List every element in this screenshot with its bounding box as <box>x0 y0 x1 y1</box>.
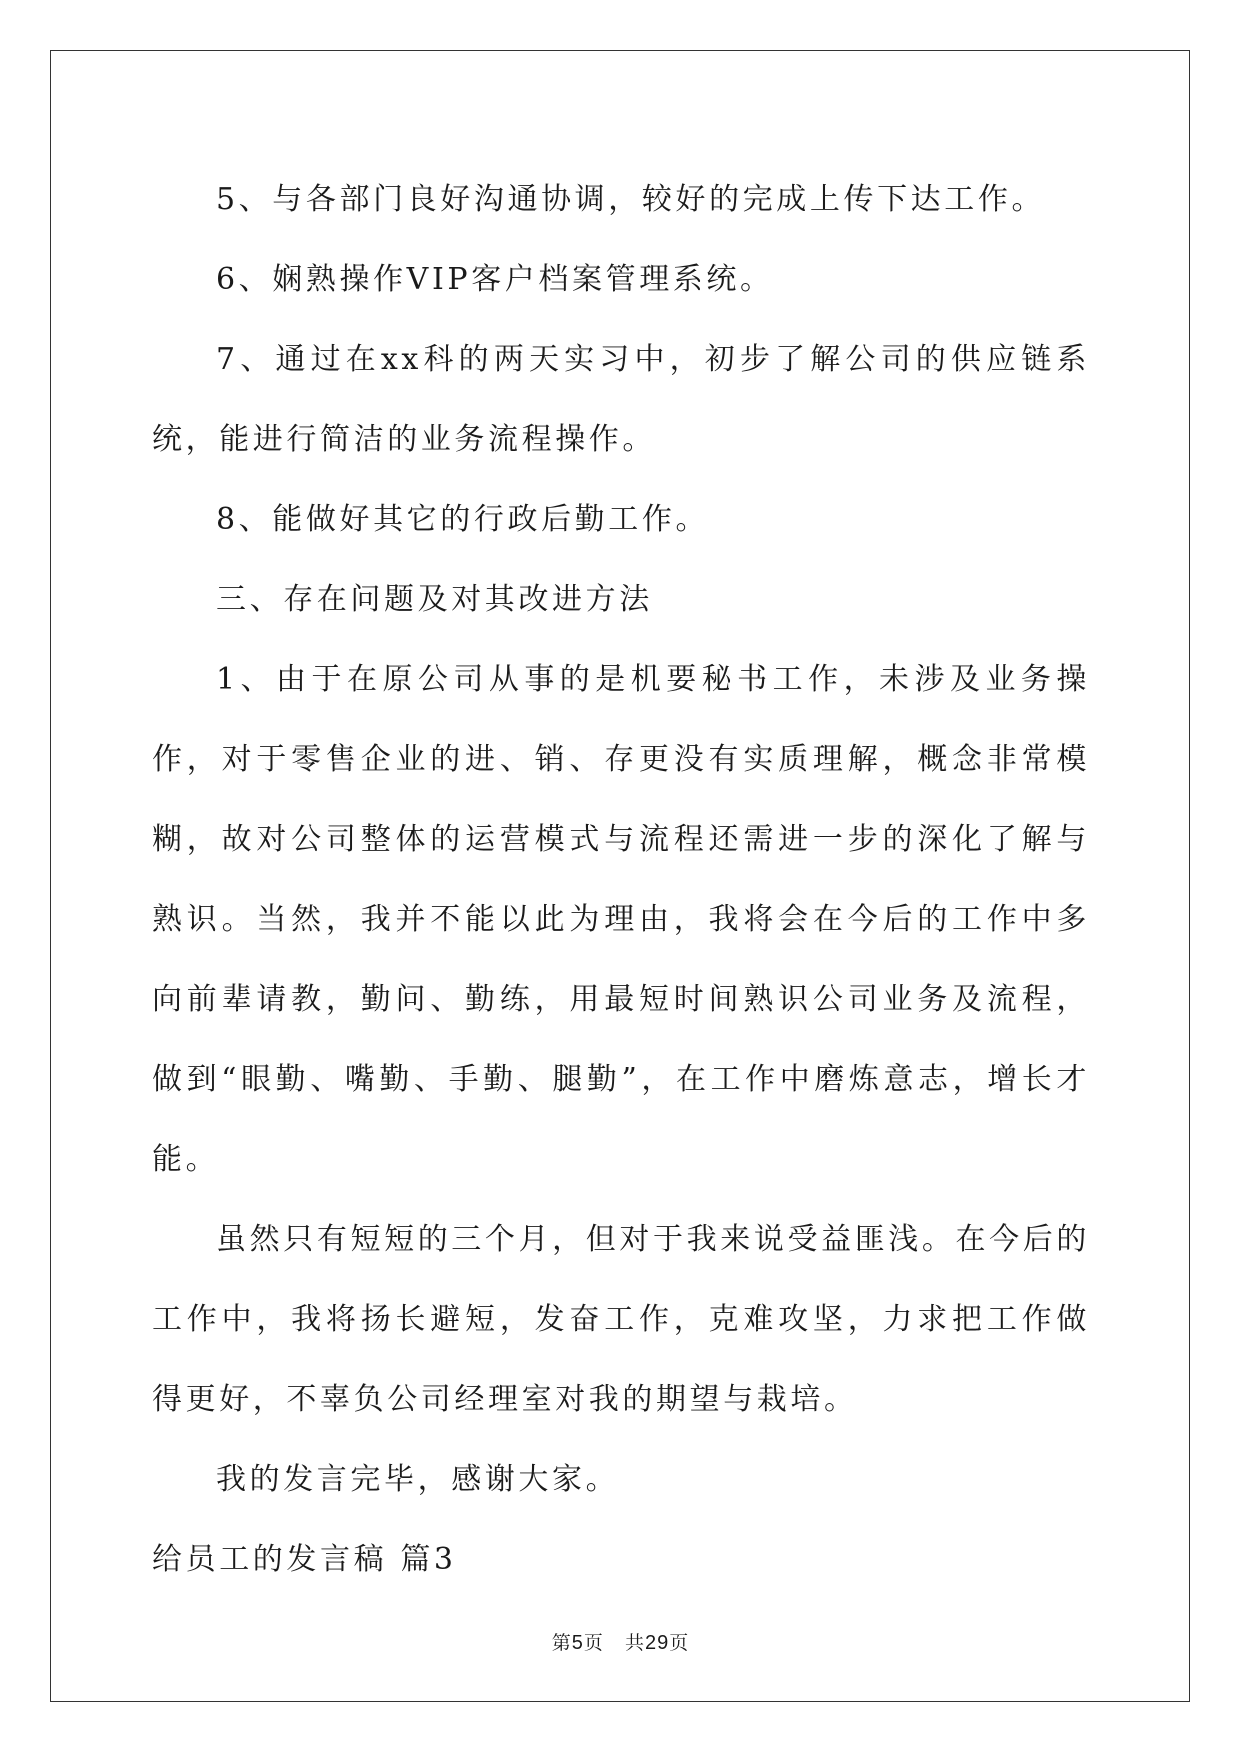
footer-page-number: 5 <box>571 1632 584 1654</box>
paragraph-closing: 我的发言完毕，感谢大家。 <box>216 1462 620 1497</box>
footer-total-pages: 29 <box>645 1632 670 1654</box>
paragraph-problem-1: 1、由于在原公司从事的是机要秘书工作，未涉及业务操作，对于零售企业的进、销、存更没有实质理解，概念非常模糊，故对公司整体的运营模式与流程还需进一步的深化了解与熟识。当然，我并不能以此为理由，我将会在今后的工作中多向前辈请教，勤问、勤练，用最短时间熟识公司业务及流程，做到“眼勤、嘴勤、手勤、腿勤”，在工作中磨炼意志，增长才能。 <box>152 662 1090 1177</box>
document-body <box>152 160 1090 1600</box>
subheading-problems: 三、存在问题及对其改进方法 <box>216 582 653 617</box>
paragraph-conclusion: 虽然只有短短的三个月，但对于我来说受益匪浅。在今后的工作中，我将扬长避短，发奋工作，克难攻坚，力求把工作做得更好，不辜负公司经理室对我的期望与栽培。 <box>152 1222 1090 1417</box>
paragraph-item-8: 8、能做好其它的行政后勤工作。 <box>216 502 710 537</box>
footer-total-suffix: 页 <box>669 1632 690 1654</box>
section-heading: 给员工的发言稿 篇3 <box>152 1542 457 1577</box>
page-footer <box>0 1628 1241 1655</box>
footer-prefix: 第 <box>551 1632 572 1654</box>
footer-total-prefix: 共 <box>625 1632 646 1654</box>
paragraph-item-7: 7、通过在xx科的两天实习中，初步了解公司的供应链系统，能进行简洁的业务流程操作。 <box>152 342 1090 457</box>
paragraph-item-5: 5、与各部门良好沟通协调，较好的完成上传下达工作。 <box>216 182 1046 217</box>
footer-page-suffix: 页 <box>583 1632 604 1654</box>
paragraph-item-6: 6、娴熟操作VIP客户档案管理系统。 <box>216 262 774 297</box>
